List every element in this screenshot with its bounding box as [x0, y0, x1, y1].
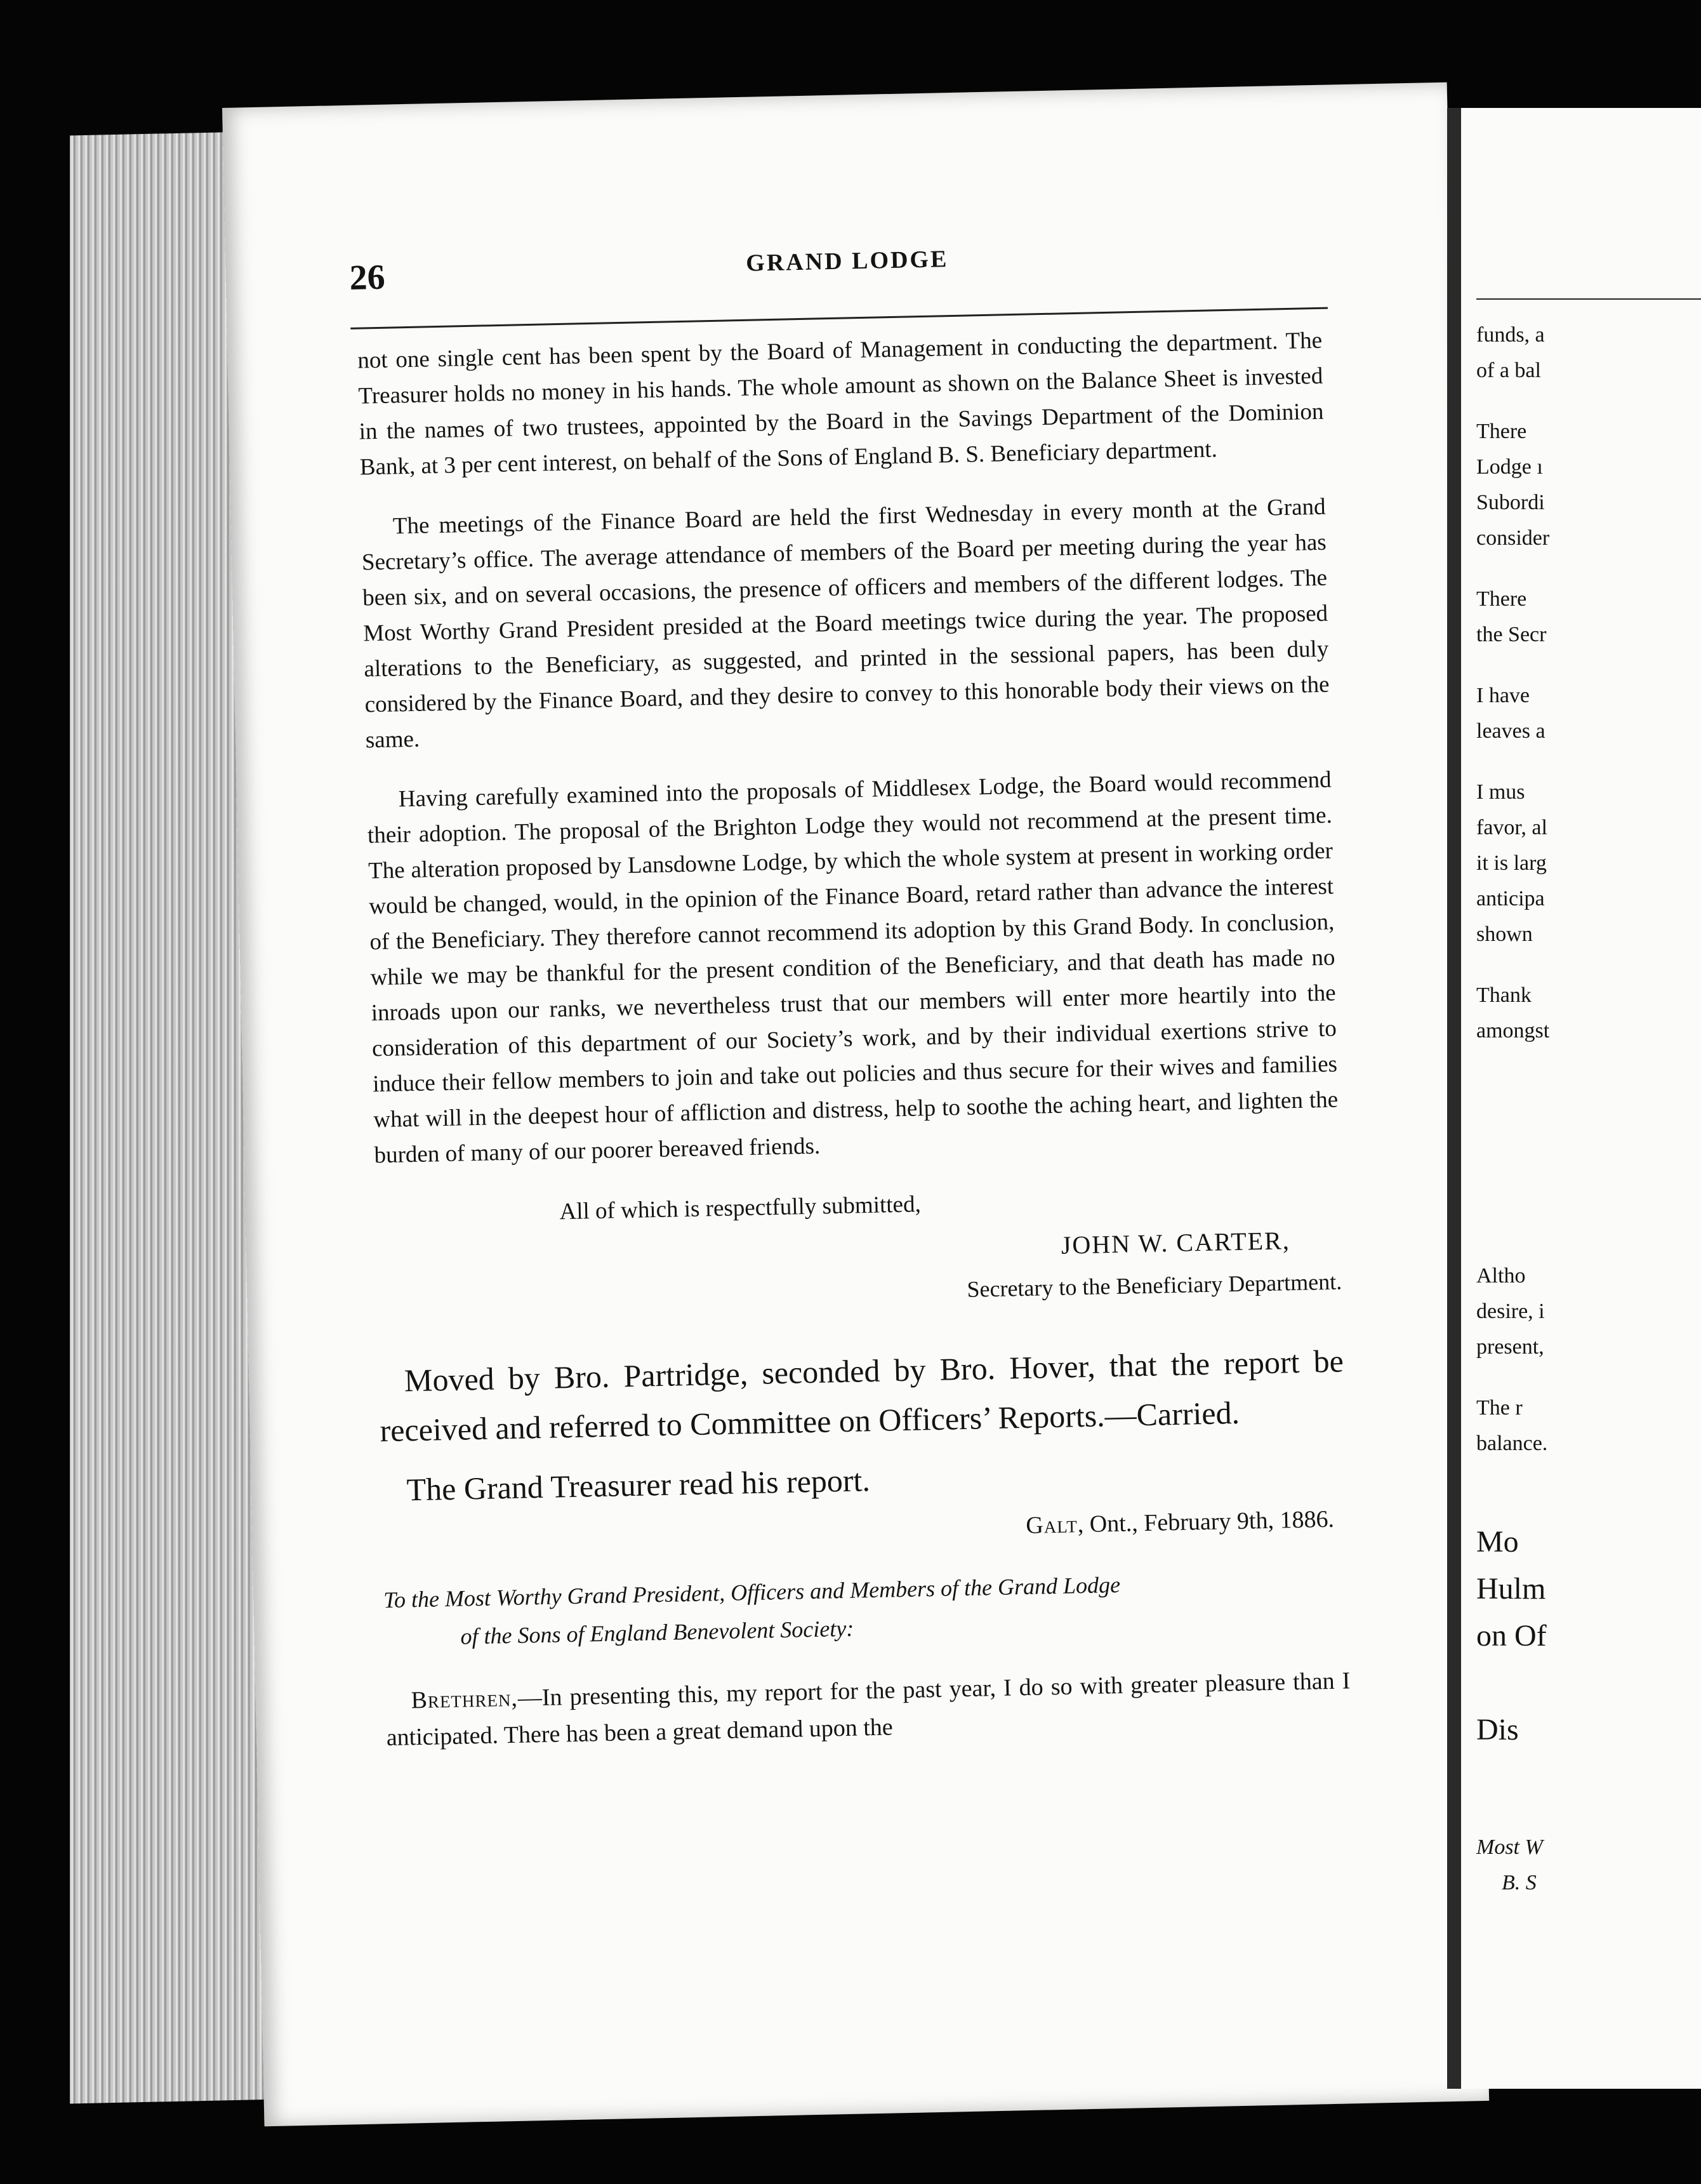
facing-large-text: Mo Hulm on Of Dis: [1476, 1525, 1547, 1747]
running-head: GRAND LODGE: [745, 246, 949, 277]
facing-line: Thank amongst: [1476, 983, 1550, 1042]
brethren-text: —In presenting this, my report for the past year, I do so with greater pleasure than I anticipated. There has been a great demand upon the: [386, 1667, 1351, 1752]
paragraph: Having carefully examined into the proposals of Middlesex Lodge, the Board would recommend their adoption. The proposal of the Brighton Lodge they would not recommend at the present time. The alteration proposed by Lansdowne Lodge, by which the whole system at present in working order would be changed, would, in the opinion of the Finance Board, retard rather than advance the interest of the Beneficiary. They therefore cannot recommend its adoption by this Grand Body. In conclusion, while we may be thankful for the present condition of the Beneficiary, and that death has made no inroads upon our ranks, we nevertheless trust that our members will enter more heartily into the consideration of this department of our Society’s work, and by their individual exertions strive to induce their fellow members to join and take out policies and thus secure for their wives and families what will in the deepest hour of affliction and distress, help to soothe the aching heart, and lighten the burden of many of our poorer bereaved friends.: [367, 766, 1339, 1169]
treasurer-line: The Grand Treasurer read his report.: [406, 1462, 871, 1508]
signature-title: Secretary to the Beneficiary Department.: [967, 1268, 1342, 1302]
brethren-paragraph: [385, 1662, 1351, 1756]
facing-line: The r balance.: [1476, 1396, 1548, 1455]
page-body: [357, 323, 1351, 1756]
address-line-1: To the Most Worthy Grand President, Officers and Members of the Grand Lodge: [383, 1571, 1121, 1613]
facing-line: Altho desire, i present,: [1476, 1264, 1545, 1359]
address-line-2: of the Sons of England Benevolent Society:: [460, 1615, 854, 1649]
closing-line: All of which is respectfully submitted,: [559, 1191, 922, 1225]
page-number: 26: [349, 257, 386, 298]
facing-line: funds, a of a bal: [1476, 323, 1545, 382]
facing-header-rule: [1476, 298, 1701, 300]
facing-line: I mus favor, al it is larg anticipa shown: [1476, 780, 1547, 946]
motion-text: Moved by Bro. Partridge, seconded by Bro. Hover, that the report be received and referred to Committee on Officers’ Reports.—Carried.: [380, 1343, 1344, 1449]
signature-name: JOHN W. CARTER,: [1061, 1226, 1291, 1260]
paragraph: not one single cent has been spent by the Board of Management in conducting the department. The Treasurer holds no money in his hands. The whole amount as shown on the Balance Sheet is invested in the names of two trustees, appointed by the Board in the Savings Department of the Dominion Bank, at 3 per cent interest, on behalf of the Sons of England B. S. Beneficiary department.: [357, 327, 1324, 481]
facing-line: I have leaves a: [1476, 684, 1545, 743]
facing-page-text: [1476, 317, 1701, 1901]
facing-line: There the Secr: [1476, 587, 1547, 646]
dateline-place: Galt: [1025, 1511, 1078, 1539]
dateline-rest: , Ont., February 9th, 1886.: [1077, 1505, 1335, 1538]
facing-line: There Lodge ı Subordi consider: [1476, 420, 1550, 550]
brethren-salutation: Brethren,: [411, 1684, 519, 1714]
address: [383, 1561, 1349, 1657]
paragraph: The meetings of the Finance Board are held the first Wednesday in every month at the Grand Secretary’s office. The average attendance of members of the Board per meeting during the year has been six, and on several occasions, the presence of officers and members of the different lodges. The Most Worthy Grand President presided at the Board meetings twice during the year. The proposed alterations to the Beneficiary, as suggested, and printed in the sessional papers, has been duly considered by the Finance Board, and they desire to convey to this honorable body their views on the same.: [361, 493, 1330, 754]
facing-italic-text: Most W B. S: [1476, 1835, 1543, 1894]
main-page: [222, 83, 1489, 2127]
facing-page: [1447, 108, 1701, 2089]
